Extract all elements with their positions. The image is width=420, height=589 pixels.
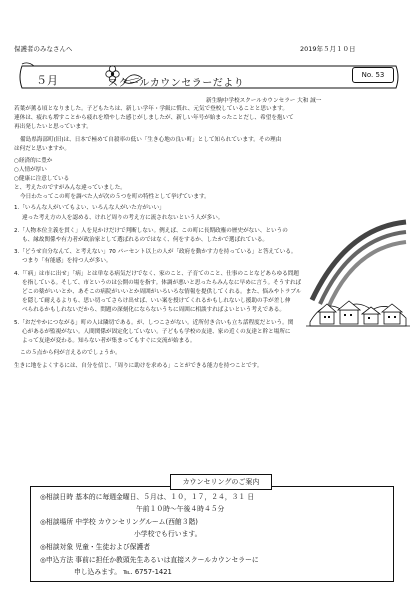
counseling-line: ◎申込方法 事前に担任か教頭先生あるいは直接スクールカウンセラーに — [40, 556, 259, 564]
recipient-line: 保護者のみなさんへ — [14, 45, 73, 53]
body-line: 備島県海部町(旧)は、日本で極めて自殺率の低い「生き心地の良い町」として知られています。その理由 — [20, 137, 282, 143]
counseling-line: ◎相談対象 児童・生徒および保護者 — [40, 543, 151, 551]
body-line: この５点から何が言えるのでしょうか。 — [20, 350, 121, 356]
author-line: 新生駒中学校スクールカウンセラー 大和 誠一 — [206, 98, 322, 104]
body-line: 再出発したいと思っています。 — [14, 124, 92, 130]
month-label: ５月 — [36, 74, 58, 87]
issue-number: No. 53 — [352, 67, 394, 83]
counseling-line: ◎相談場所 中学校 カウンセリングルーム(西館３階) — [40, 518, 198, 526]
counseling-box-title: カウンセリングのご案内 — [170, 474, 272, 490]
body-line: 連休は、疲れも増すことから疲れを増やした感じがしましたが、新しい年号が始まったことだし、希望を抱いて — [14, 115, 294, 121]
body-line: ○経済的に豊か — [14, 158, 53, 164]
body-line: どこの薬がいいとか、あそこの病院がいいとか周囲がいろいろな情報を提供してくれる。また、悩みやトラブル — [22, 289, 302, 295]
body-line: 心があるが監視がない。人間関係が固定化していない。子どもも学校の友達、家の近くの友達と幹と場所に — [22, 329, 291, 335]
body-line: 5.「おだやかにつながる」町の人は隣切である。が、しつこさがない。近所付き合いも立ち話程度だという。関 — [14, 320, 294, 326]
newsletter-title: スクールカウンセラーだより — [108, 78, 245, 89]
body-line: つまり「有能感」を持つ人が多い。 — [22, 258, 112, 264]
body-line: を指している。そして、市というのは公開の場を指す。体調が悪いと思ったらみんなに早めに言う。そうすれば — [22, 280, 302, 286]
body-line: ○人情が厚い — [14, 167, 47, 173]
body-line: も、縁故関係や有力者が政治家として選ばれるのではなく、何をするか、したかで選ばれている。 — [22, 237, 269, 243]
body-line: を隠して耐えるよりも、思い切ってさらけ出せば、いい案を授けてくれるかもしれないし援助の手が差し伸 — [22, 298, 291, 304]
body-line: 4.「「病」は市に出せ」「病」とは単なる病気だけでなく、家のこと、子育てのこと、仕事のことなどあらゆる問題 — [14, 271, 299, 277]
body-line: と、考えたのですがみんな違っていました。 — [14, 185, 126, 191]
body-line: 若葉が薫る頃となりました。子どもたちは、新しい学年・学級に慣れ、元気で登校していることと思います。 — [14, 106, 288, 112]
body-line: ○健康に注意している — [14, 176, 70, 182]
counseling-line: ◎相談日時 基本的に毎週金曜日、５月は、１０，１７，２４，３１ 日 — [40, 493, 255, 501]
body-line: 生きに地をよくするには、自分を信じ、「周りに助けを求める」ことができる能力を持つことです。 — [14, 363, 263, 369]
counseling-line: 小学校でも行います。 — [134, 530, 202, 538]
counseling-line: 申し込みます。 ℡. 6757-1421 — [74, 568, 172, 576]
body-line: 1.「いろんな人がいてもよい、いろんな人がいた方がいい」 — [14, 205, 165, 211]
body-line: べられるかもしれないだから、問題の深刻化にならないうちに周囲に相談すればよいという考えである。 — [22, 307, 285, 313]
body-line: 違った考え方の人を認める、けれど周りの考え方に流されないという人が多い。 — [22, 215, 224, 221]
body-line: 3.「どうせ自分なんて、と考えない」70 パーセント以上の人が「政府を動かす力を持っている」と答えている。 — [14, 249, 297, 255]
body-line: 今日わたってこの町を調べた人が次の５つを町の特性として挙げています。 — [20, 194, 210, 200]
body-line: よって友達が変わる。知らない者が集まってもすぐに交流が始まる。 — [22, 338, 196, 344]
body-line: 2.「人物本位主義を貫く」人を見かけだけで判断しない。例えば、この町に長期政権の歴史がない、というの — [14, 228, 288, 234]
date: 2019年５月１０日 — [300, 45, 356, 53]
counseling-line: 午前１０時～午後４時４５分 — [136, 505, 225, 513]
town-rainbow-illustration — [306, 214, 410, 340]
body-line: は何だと思いますか。 — [14, 146, 70, 152]
